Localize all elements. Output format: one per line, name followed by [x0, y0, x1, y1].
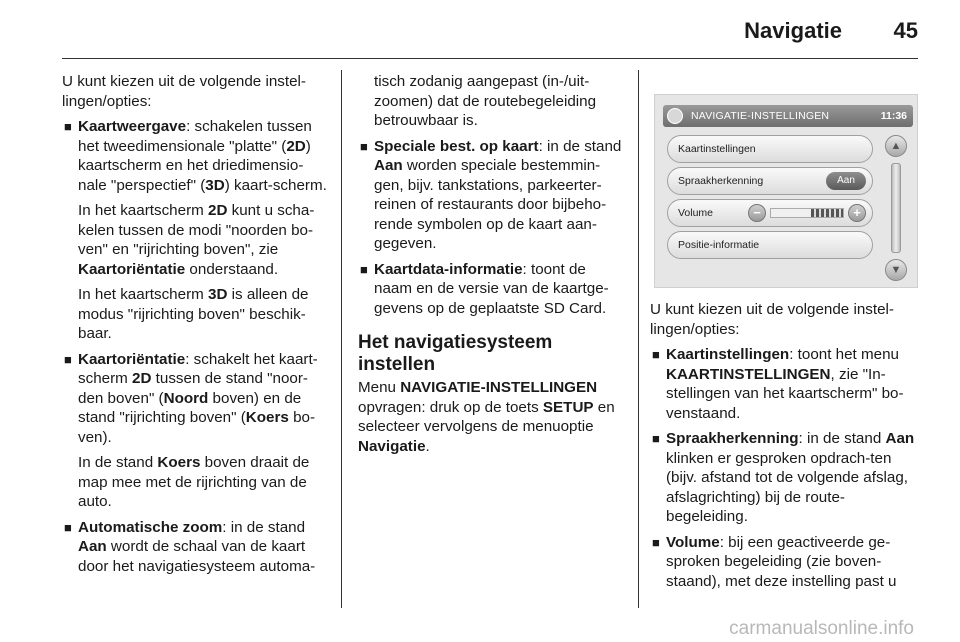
chevron-up-icon: ▲ — [885, 135, 907, 157]
bullet-icon: ■ — [64, 119, 72, 134]
watermark: carmanualsonline.info — [729, 618, 914, 639]
list-item: ■ Volume: bij een geactiveerde ge-sproken begeleiding (zie boven-staand), met deze instelling past u — [652, 533, 897, 590]
list-item: ■ Speciale best. op kaart: in de stand Aan worden speciale bestemmin-gen, bijv. tankstations, parkeerter-reinen of restaurants door bijbeho-rende symbolen op de kaart aan-gegeven. — [360, 137, 622, 252]
chapter-title: Navigatie — [744, 18, 842, 43]
menu-item-positie-informatie: Positie-informatie — [667, 231, 873, 259]
menu-item-spraakherkenning: Spraakherkenning Aan — [667, 167, 873, 195]
continued-text: tisch zodanig aangepast (in-/uit-zoomen) dat de routebegeleiding betrouwbaar is. — [374, 73, 597, 129]
column-3 — [650, 300, 922, 597]
minus-icon: − — [748, 204, 766, 222]
section-heading: Het navigatiesysteem instellen — [358, 332, 553, 375]
column-2 — [358, 72, 628, 462]
bullet-icon: ■ — [652, 431, 660, 446]
bullet-icon: ■ — [652, 534, 660, 550]
page-header — [62, 14, 918, 54]
settings-screen-image — [654, 94, 918, 288]
term: Kaartdata-informatie — [374, 260, 523, 278]
list-item: ■ Kaartoriëntatie: schakelt het kaart-scherm 2D tussen de stand "noor-den boven" (Noord boven) en de stand "rijrichting boven" (Koers bo-ven). — [64, 350, 318, 446]
sub-paragraph: In de stand Koers boven draait de map mee met de rijrichting van de auto. — [78, 454, 310, 510]
intro-text: U kunt kiezen uit de volgende instel-lingen/opties: — [650, 301, 894, 338]
clock: 11:36 — [880, 110, 907, 122]
column-divider — [341, 70, 342, 608]
term: Spraakherkenning — [666, 430, 799, 447]
brand-logo-icon — [667, 108, 683, 124]
list-item: ■ Kaartinstellingen: toont het menu KAARTINSTELLINGEN, zie "In-stellingen van het kaartscherm" bo-venstaand. — [652, 346, 904, 422]
scroll-rail — [891, 163, 901, 253]
screen-title: NAVIGATIE-INSTELLINGEN — [691, 110, 830, 122]
bullet-icon: ■ — [64, 351, 72, 367]
term: Kaartweergave — [78, 118, 187, 135]
list-item: ■ Automatische zoom: in de stand Aan wordt de schaal van de kaart door het navigatiesysteem automa- — [64, 518, 316, 575]
term: Kaartinstellingen — [666, 346, 790, 363]
sub-paragraph: In het kaartscherm 3D is alleen de modus "rijrichting boven" beschik-baar. — [78, 286, 309, 342]
column-1 — [62, 72, 330, 582]
sub-paragraph: In het kaartscherm 2D kunt u scha-kelen tussen de modi "noorden bo-ven" en "rijrichting boven", zie Kaartoriëntatie onderstaand. — [78, 202, 315, 278]
term: Kaartoriëntatie — [78, 350, 186, 368]
column-divider — [638, 70, 639, 608]
list-item: ■ Kaartweergave: schakelen tussen het tweedimensionale "platte" (2D) kaartscherm en het driedimensio-nale "perspectief" (3D) kaart-scherm. — [64, 118, 327, 194]
bullet-icon: ■ — [652, 347, 660, 362]
bullet-icon: ■ — [360, 261, 368, 277]
bullet-icon: ■ — [64, 519, 72, 535]
menu-item-volume: Volume − + — [667, 199, 873, 227]
page-number: 45 — [893, 18, 918, 43]
screen-scrollbar — [885, 135, 909, 281]
list-item: ■ Kaartdata-informatie: toont de naam en de versie van de kaartge-gevens op de geplaatste SD Card. — [360, 260, 609, 317]
volume-slider — [748, 204, 866, 222]
chevron-down-icon: ▼ — [885, 259, 907, 281]
term: Volume — [666, 533, 720, 551]
volume-track — [770, 208, 844, 218]
menu-instructions: Menu NAVIGATIE-INSTELLINGEN opvragen: druk op de toets SETUP en selecteer vervolgens de menuoptie Navigatie. — [358, 379, 615, 455]
intro-text: U kunt kiezen uit de volgende instel-lingen/opties: — [62, 73, 306, 110]
volume-fill — [811, 209, 843, 217]
term: Automatische zoom — [78, 518, 223, 536]
header-rule — [62, 58, 918, 59]
screen-title-bar — [663, 105, 913, 127]
plus-icon: + — [848, 204, 866, 222]
list-item: ■ Spraakherkenning: in de stand Aan klinken er gesproken opdrach-ten (bijv. afstand tot de volgende afslag, afslagrichting) bij de route-begeleiding. — [652, 430, 915, 525]
toggle-aan: Aan — [826, 172, 866, 190]
menu-item-kaartinstellingen: Kaartinstellingen — [667, 135, 873, 163]
bullet-icon: ■ — [360, 138, 368, 154]
term: Speciale best. op kaart — [374, 137, 539, 155]
